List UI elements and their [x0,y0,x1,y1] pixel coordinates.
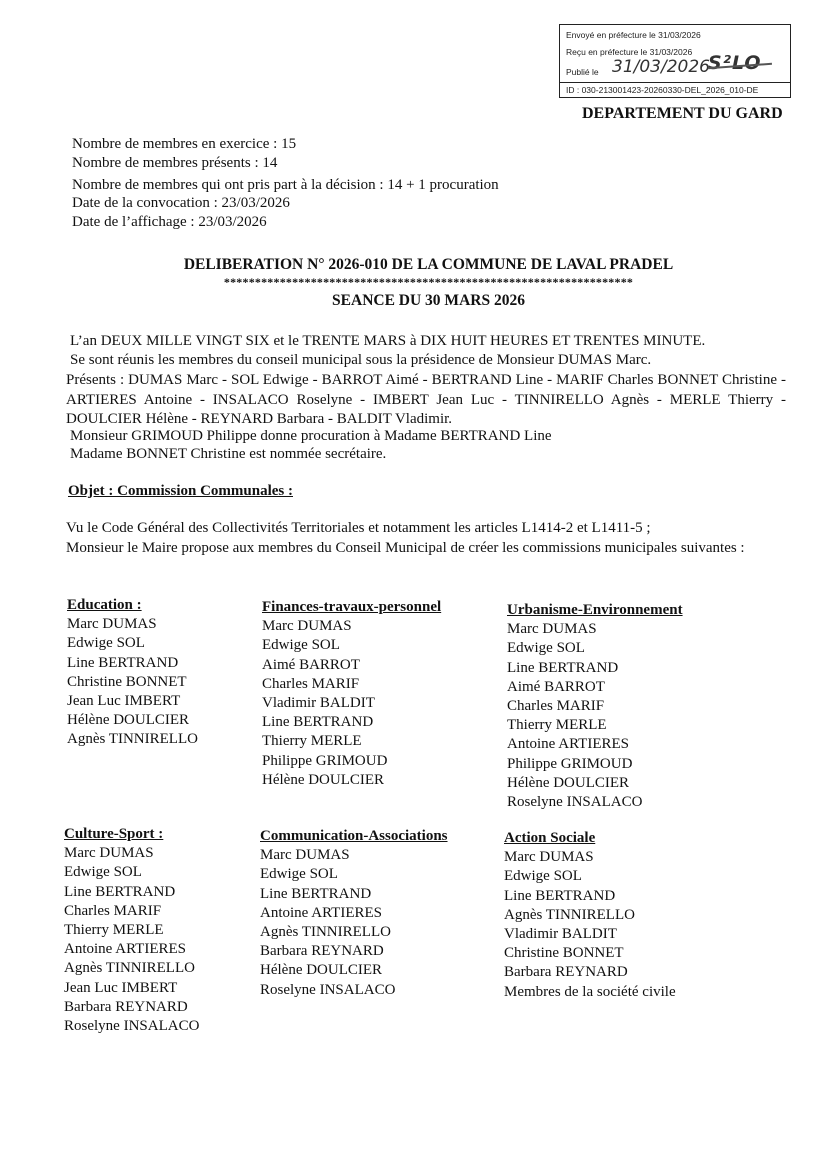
commission-member: Agnès TINNIRELLO [64,960,195,977]
info-members-present: Nombre de membres présents : 14 [72,155,278,171]
commission-member: Christine BONNET [504,945,624,962]
deliberation-title: DELIBERATION N° 2026-010 DE LA COMMUNE DE LAVAL PRADEL [183,256,674,273]
commission-member: Vladimir BALDIT [262,695,375,712]
commission-action-sociale [504,829,676,1002]
commission-title: Education : [67,597,142,613]
commission-member: Antoine ARTIERES [507,736,630,753]
legal-reference: Vu le Code Général des Collectivités Territoriales et notamment les articles L1414-2 et L1411-5 ; [66,520,651,536]
commission-member: Edwige SOL [504,868,582,885]
commission-member: Roselyne INSALACO [64,1018,200,1035]
commission-member: Vladimir BALDIT [504,926,617,943]
commission-member: Hélène DOULCIER [260,962,383,979]
commission-title: Urbanisme-Environnement [507,602,683,618]
commission-member: Barbara REYNARD [64,998,188,1015]
commission-member: Marc DUMAS [64,845,154,862]
commission-member: Roselyne INSALACO [507,794,643,811]
info-members-in-office: Nombre de membres en exercice : 15 [72,136,297,152]
commission-member: Line BERTRAND [262,714,374,731]
commission-member: Line BERTRAND [507,659,619,676]
commission-member: Line BERTRAND [504,887,616,904]
commission-member: Christine BONNET [67,673,187,690]
stamp-published-label: Publié le [566,67,599,77]
commission-member: Line BERTRAND [67,654,179,671]
commission-culture-sport [64,825,199,1036]
commission-member: Hélène DOULCIER [262,771,385,788]
commission-member: Hélène DOULCIER [507,774,630,791]
commission-member: Charles MARIF [64,902,162,919]
info-convocation-date: Date de la convocation : 23/03/2026 [72,195,290,211]
intro-meeting-line: Se sont réunis les membres du conseil municipal sous la présidence de Monsieur DUMAS Marc. [70,352,652,368]
commission-member: Agnès TINNIRELLO [67,731,198,748]
title-separator: ****************************************************************** [223,275,634,289]
session-title: SEANCE DU 30 MARS 2026 [332,292,525,309]
commission-member: Antoine ARTIERES [64,941,187,958]
commission-member: Membres de la société civile [504,983,676,1000]
commission-education [67,596,198,750]
stamp-id: ID : 030-213001423-20260330-DEL_2026_010-DE [560,82,790,95]
commission-member: Edwige SOL [262,637,340,654]
department-heading: DEPARTEMENT DU GARD [582,105,783,122]
commission-member: Aimé BARROT [262,656,360,673]
commission-title: Culture-Sport : [64,826,164,842]
procuration-line: Monsieur GRIMOUD Philippe donne procuration à Madame BERTRAND Line [70,428,552,444]
commission-member: Agnès TINNIRELLO [260,924,391,941]
commission-member: Charles MARIF [507,698,605,715]
commission-member: Agnès TINNIRELLO [504,906,635,923]
commission-member: Edwige SOL [507,640,585,657]
commission-title: Finances-travaux-personnel [262,599,442,615]
commission-member: Jean Luc IMBERT [67,693,181,710]
commission-member: Edwige SOL [67,635,145,652]
prefecture-stamp [559,24,791,98]
commission-urbanisme [507,601,683,812]
commission-member: Marc DUMAS [262,618,352,635]
commission-member: Thierry MERLE [64,922,164,939]
stamp-signature: S²LO [708,52,762,74]
stamp-received: Reçu en préfecture le 31/03/2026 [566,47,693,57]
commission-member: Jean Luc IMBERT [64,979,178,996]
commission-member: Charles MARIF [262,675,360,692]
intro-date-line: L’an DEUX MILLE VINGT SIX et le TRENTE MARS à DIX HUIT HEURES ET TRENTES MINUTE. [70,333,706,349]
commission-member: Marc DUMAS [67,616,157,633]
objet-heading: Objet : Commission Communales : [68,483,293,499]
present-members: Présents : DUMAS Marc - SOL Edwige - BARROT Aimé - BERTRAND Line - MARIF Charles BONNET Christine - ARTIERES Antoine - INSALACO Roselyne - IMBERT Jean Luc - TINNIRELLO Agnès - MERLE Thierry - DOULCIER Hélène - REYNARD Barbara - BALDIT Vladimir. [66,372,786,427]
commission-member: Marc DUMAS [507,621,597,638]
stamp-published-date: 31/03/2026 [612,57,710,77]
commission-member: Antoine ARTIERES [260,904,383,921]
commission-member: Thierry MERLE [262,733,362,750]
mayor-proposal: Monsieur le Maire propose aux membres du Conseil Municipal de créer les commissions municipales suivantes : [66,540,745,556]
secretary-line: Madame BONNET Christine est nommée secrétaire. [70,446,387,462]
commission-member: Thierry MERLE [507,717,607,734]
commission-member: Philippe GRIMOUD [262,752,388,769]
stamp-sent: Envoyé en préfecture le 31/03/2026 [566,30,701,40]
commission-member: Marc DUMAS [504,849,594,866]
commission-member: Hélène DOULCIER [67,712,190,729]
commission-member: Marc DUMAS [260,847,350,864]
commission-member: Philippe GRIMOUD [507,755,633,772]
commission-member: Edwige SOL [260,866,338,883]
info-members-voting: Nombre de membres qui ont pris part à la décision : 14 + 1 procuration [72,177,499,193]
commission-finances [262,598,441,790]
commission-title: Communication-Associations [260,828,448,844]
commission-member: Barbara REYNARD [504,964,628,981]
commission-member: Aimé BARROT [507,678,605,695]
info-posting-date: Date de l’affichage : 23/03/2026 [72,214,267,230]
commission-member: Line BERTRAND [64,883,176,900]
commission-member: Line BERTRAND [260,885,372,902]
commission-member: Edwige SOL [64,864,142,881]
commission-communication [260,827,448,1000]
commission-member: Roselyne INSALACO [260,981,396,998]
commission-title: Action Sociale [504,830,596,846]
commission-member: Barbara REYNARD [260,943,384,960]
